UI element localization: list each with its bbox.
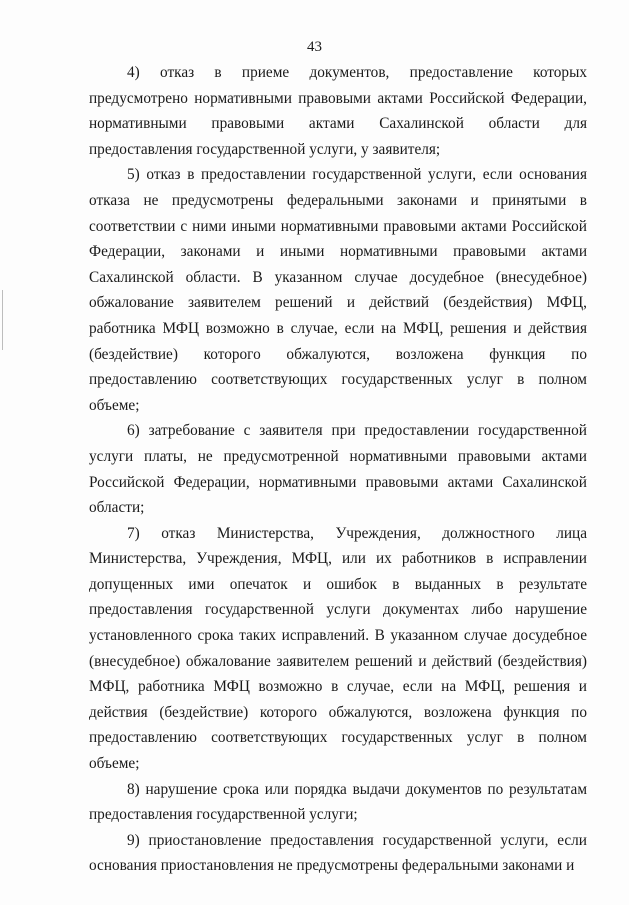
list-item-8: 8) нарушение срока или порядка выдачи документов по результатам предоставления государственной услуги; bbox=[89, 780, 587, 824]
list-item-5: 5) отказ в предоставлении государственной услуги, если основания отказа не предусмотрены федеральными законами и принятыми в соответствии с ними иными нормативными правовыми актами Российской Федерации, законами и иными нормативными правовыми актами Сахалинской области. В указанном случае досудебное (внесудебное) обжалование заявителем решений и действий (бездействия) МФЦ, работника МФЦ возможно в случае, если на МФЦ, решения и действия (бездействие) которого обжалуются, возложена функция по предоставлению соответствующих государственных услуг в полном объеме; bbox=[89, 166, 587, 414]
scan-edge-mark bbox=[2, 290, 3, 350]
list-item-9: 9) приостановление предоставления государственной услуги, если основания приостановления не предусмотрены федеральными законами и bbox=[89, 831, 587, 875]
list-item-4: 4) отказ в приеме документов, предоставление которых предусмотрено нормативными правовыми актами Российской Федерации, нормативными правовыми актами Сахалинской области для предоставления государственной услуги, у заявителя; bbox=[89, 64, 587, 158]
list-item-7: 7) отказ Министерства, Учреждения, должностного лица Министерства, Учреждения, МФЦ, или их работников в исправлении допущенных ими опечаток и ошибок в выданных в результате предоставления государственной услуги документах либо нарушение установленного срока таких исправлений. В указанном случае досудебное (внесудебное) обжалование заявителем решений и действий (бездействия) МФЦ, работника МФЦ возможно в случае, если на МФЦ, решения и действия (бездействие) которого обжалуются, возложена функция по предоставлению соответствующих государственных услуг в полном объеме; bbox=[89, 524, 587, 773]
list-item-6: 6) затребование с заявителя при предоставлении государственной услуги платы, не предусмотренной нормативными правовыми актами Российской Федерации, нормативными правовыми актами Сахалинской области; bbox=[89, 422, 587, 517]
document-body bbox=[89, 60, 587, 879]
page-number: 43 bbox=[307, 39, 322, 55]
